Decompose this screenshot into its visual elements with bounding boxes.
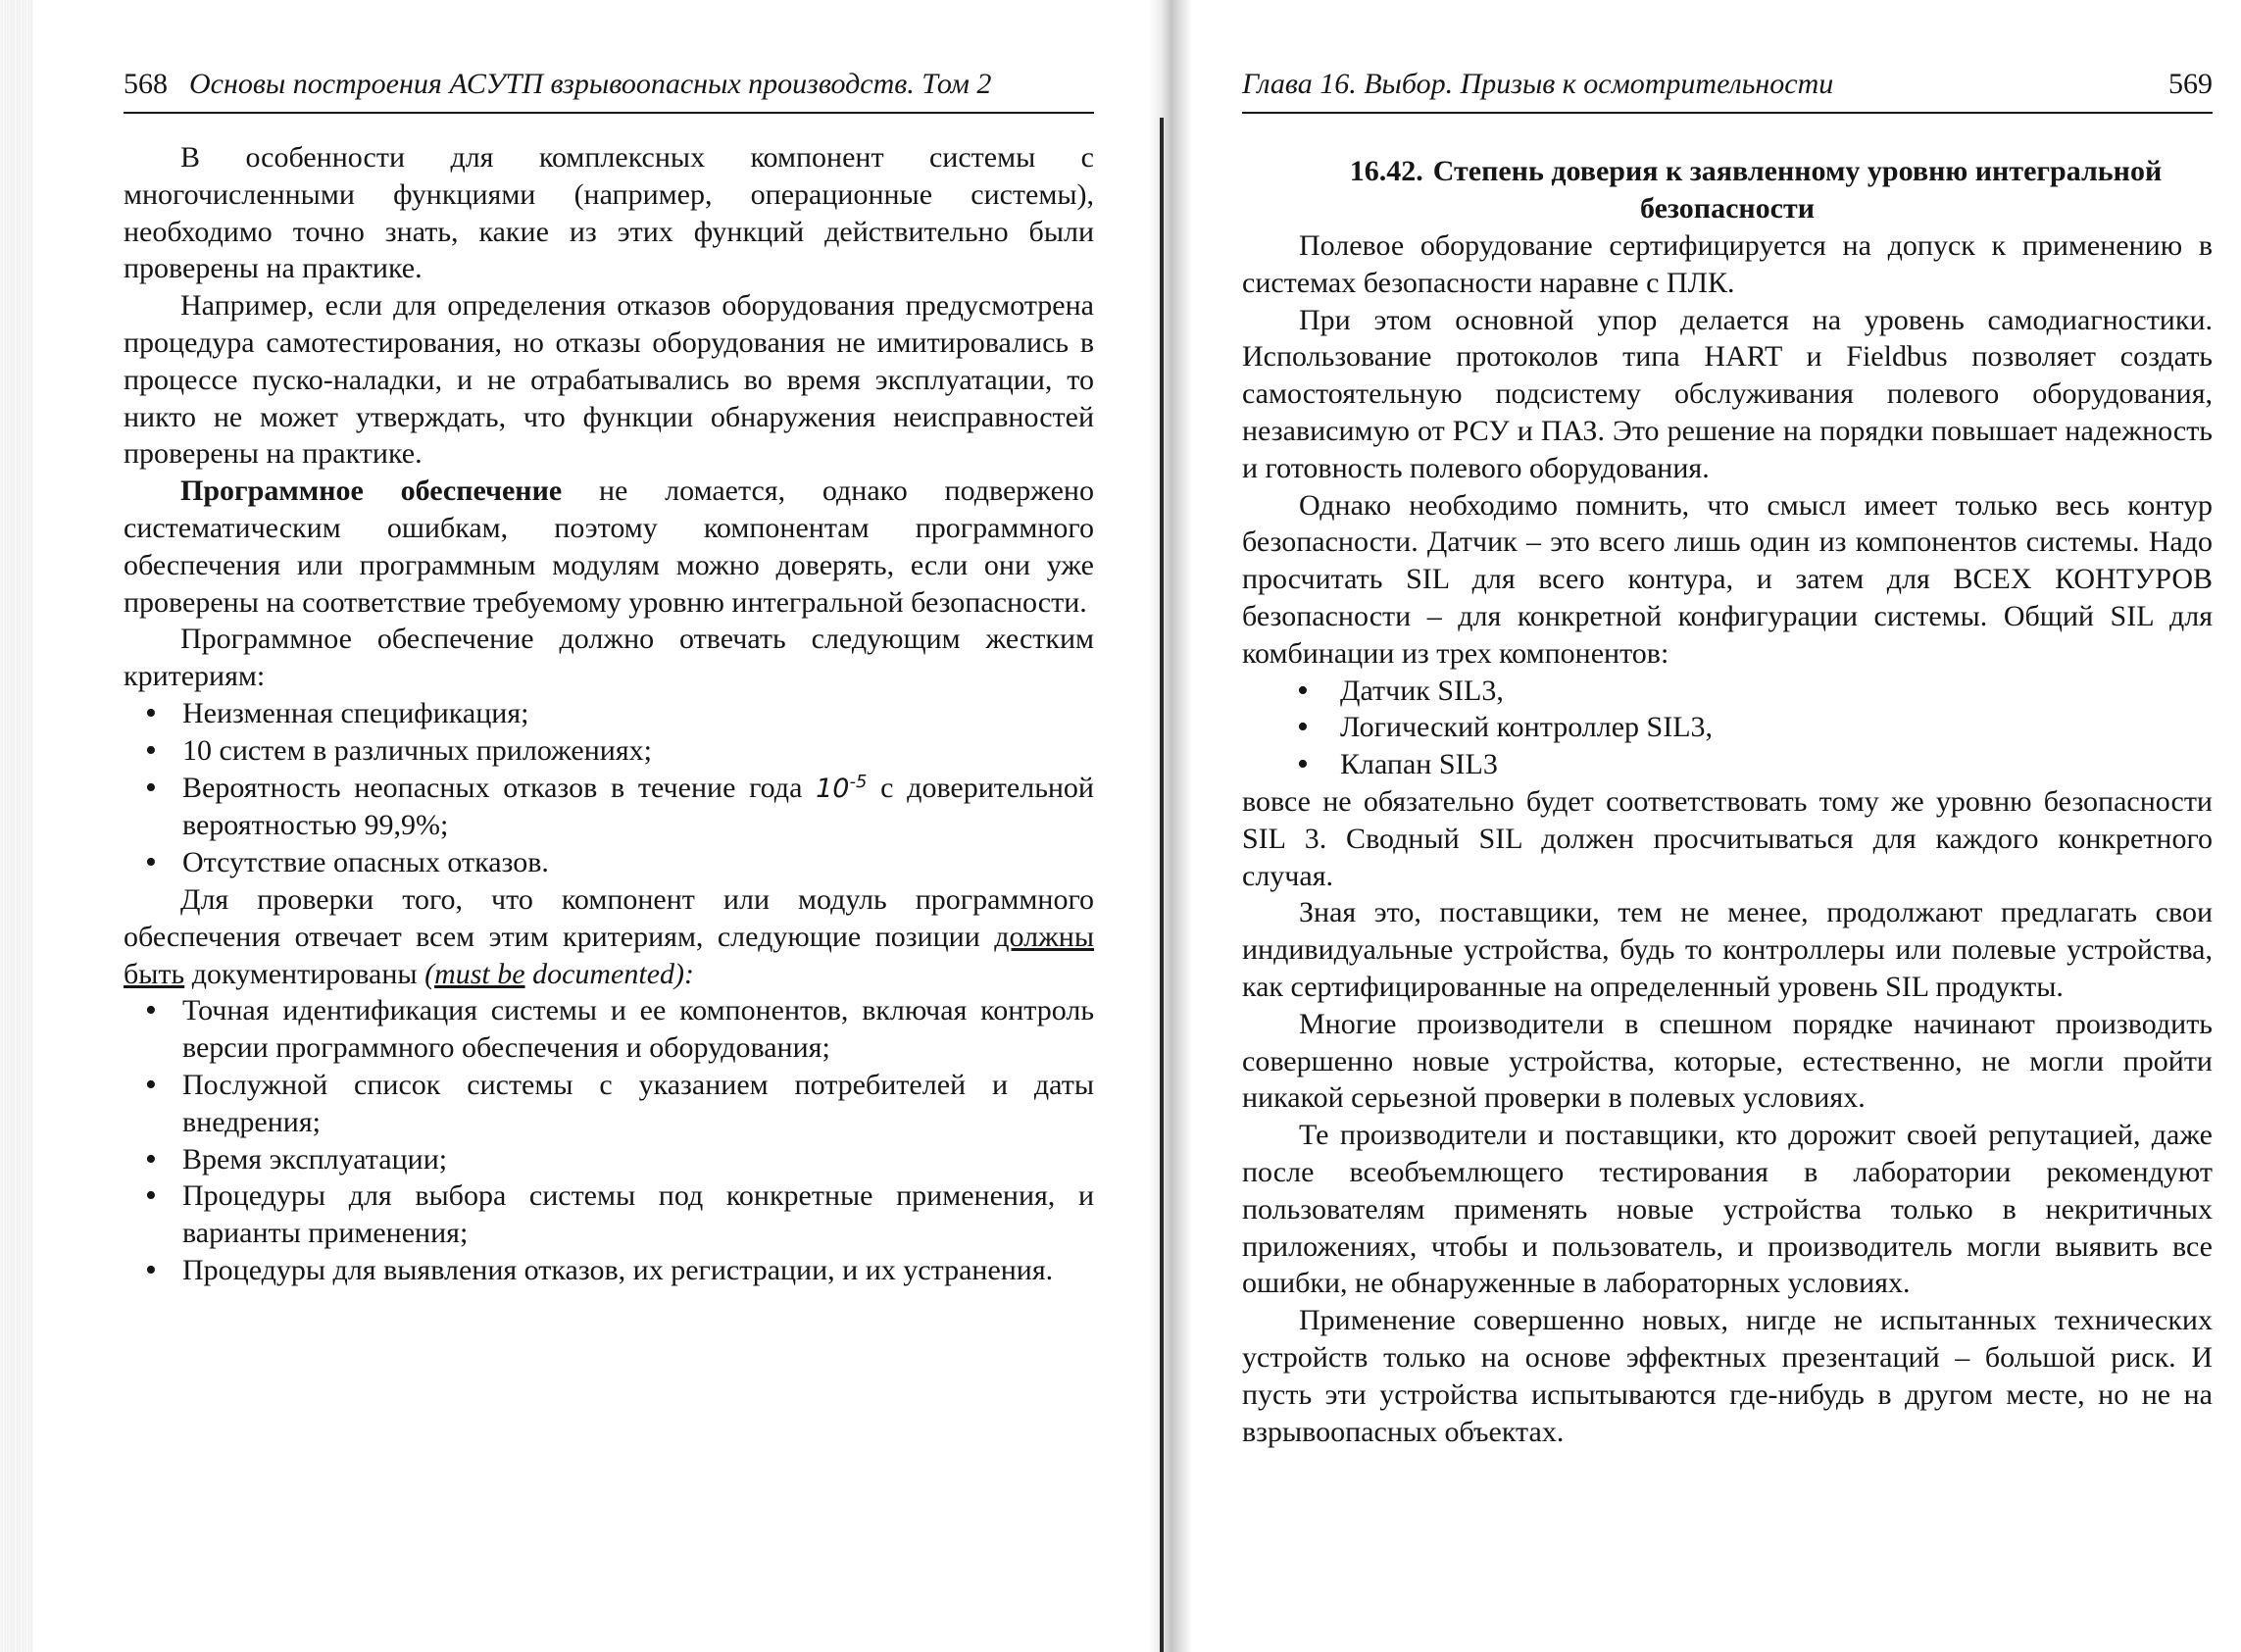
list-item: • Датчик SIL3, bbox=[1242, 673, 2213, 710]
left-paragraph-5-start: Для проверки того, что компонент или модуль программного обеспечения отвечает всем этим критериям, следующие позиции bbox=[124, 882, 1094, 953]
right-paragraph-2: При этом основной упор делается на уровень самодиагностики. Использование протоколов типа HART и Fieldbus позволяет создать самостоятельную подсистему обслуживания полевого оборудования, независимую от РСУ и ПАЗ. Это решение на порядки повышает надежность и готовность полевого оборудования. bbox=[1242, 303, 2213, 484]
criteria-item-3-end: с доверительной вероятностью 99,9%; bbox=[182, 771, 1094, 842]
right-paragraph-7: Те производители и поставщики, кто дорожит своей репутацией, даже после всеобъемлющего тестирования в лаборатории рекомендуют пользователям применять новые устройства только в некритичных приложениях, чтобы и пользователь, и производитель могли выявить все ошибки, не обнаруженные в лабораторных условиях. bbox=[1242, 1119, 2213, 1300]
left-header-rule bbox=[124, 112, 1094, 114]
left-paragraph-2: Например, если для определения отказов оборудования предусмотрена процедура самотестирования, но отказы оборудования не имитировались в процессе пуско-наладки, и не отрабатывались во время эксплуатации, то никто не может утверждать, что функции обнаружения неисправностей проверены на практике. bbox=[124, 289, 1094, 471]
list-item: • Процедуры для выбора системы под конкретные применения, и варианты применения; bbox=[124, 1177, 1094, 1252]
right-paragraph-8: Применение совершенно новых, нигде не испытанных технических устройств только на основе эффектных презентаций – большой риск. И пусть эти устройства испытываются где-нибудь в другом месте, но не на взрывоопасных объектах. bbox=[1242, 1304, 2213, 1448]
probability-value bbox=[816, 771, 868, 804]
probability-base: 10 bbox=[816, 773, 850, 804]
left-paragraph-1: В особенности для комплексных компонент системы с многочисленными функциями (например, операционные системы), необходимо точно знать, какие из этих функций действительно были проверены на практике. bbox=[124, 141, 1094, 285]
left-page-body bbox=[124, 139, 1094, 1289]
right-paragraph-5: Зная это, поставщики, тем не менее, продолжают предлагать свои индивидуальные устройства, будь то контроллеры или полевые устройства, как сертифицированные на определенный уровень SIL продукты. bbox=[1242, 896, 2213, 1003]
must-be-phrase: должны быть bbox=[124, 920, 1094, 990]
list-item: • 10 систем в различных приложениях; bbox=[124, 732, 1094, 770]
english-term bbox=[424, 958, 694, 990]
components-list bbox=[1242, 673, 2213, 783]
left-paragraph-4: Программное обеспечение должно отвечать следующим жестким критериям: bbox=[124, 623, 1094, 693]
software-term: Программное обеспечение bbox=[180, 475, 563, 508]
criteria-item-3-start: Вероятность неопасных отказов в течение года bbox=[182, 771, 817, 804]
probability-exponent: -5 bbox=[849, 771, 868, 792]
section-heading bbox=[1242, 153, 2213, 227]
left-paragraph-3 bbox=[124, 473, 1094, 621]
left-paragraph-5 bbox=[124, 881, 1094, 992]
right-paragraph-3: Однако необходимо помнить, что смысл имеет только весь контур безопасности. Датчик – это всего лишь один из компонентов системы. Надо просчитать SIL для всего контура, и затем для ВСЕХ КОНТУРОВ безопасности – для конкретной конфигурации системы. Общий SIL для комбинации из трех компонентов: bbox=[1242, 488, 2213, 670]
right-header-rule bbox=[1242, 112, 2213, 114]
list-item: • Неизменная спецификация; bbox=[124, 695, 1094, 732]
list-item bbox=[124, 770, 1094, 845]
right-paragraph-4: вовсе не обязательно будет соответствовать тому же уровню безопасности SIL 3. Сводный SIL должен просчитываться для каждого конкретного случая. bbox=[1242, 784, 2213, 892]
right-page-body bbox=[1242, 153, 2213, 1450]
list-item: • Логический контроллер SIL3, bbox=[1242, 709, 2213, 746]
section-number: 16.42. bbox=[1349, 155, 1423, 187]
left-running-head bbox=[124, 63, 1094, 106]
criteria-list bbox=[124, 695, 1094, 881]
left-paragraph-3-text: не ломается, однако подвержено систематическим ошибкам, поэтому компонентам программного обеспечения или программным модулям можно доверять, если они уже проверены на соответствие требуемому уровню интегральной безопасности. bbox=[124, 475, 1094, 619]
left-running-title: Основы построения АСУТП взрывоопасных производств. Том 2 bbox=[189, 68, 992, 100]
section-title: Степень доверия к заявленному уровню интегральной безопасности bbox=[1432, 155, 2163, 225]
right-paragraph-1: Полевое оборудование сертифицируется на допуск к применению в системах безопасности наравне с ПЛК. bbox=[1242, 229, 2213, 299]
documentation-list bbox=[124, 992, 1094, 1288]
english-term-open: ( bbox=[424, 957, 435, 990]
list-item: • Процедуры для выявления отказов, их регистрации, и их устранения. bbox=[124, 1252, 1094, 1289]
list-item: • Послужной список системы с указанием потребителей и даты внедрения; bbox=[124, 1067, 1094, 1141]
right-page-number: 569 bbox=[2168, 68, 2213, 100]
english-term-close: documented): bbox=[524, 957, 694, 990]
left-page-number: 568 bbox=[124, 68, 168, 100]
left-paragraph-5-mid: документированы bbox=[184, 957, 425, 990]
list-item: • Точная идентификация системы и ее компонентов, включая контроль версии программного обеспечения и оборудования; bbox=[124, 992, 1094, 1067]
list-item: • Клапан SIL3 bbox=[1242, 746, 2213, 783]
list-item: • Время эксплуатации; bbox=[124, 1141, 1094, 1178]
english-term-underlined: must be bbox=[434, 957, 525, 990]
right-running-title: Глава 16. Выбор. Призыв к осмотрительности bbox=[1242, 68, 1834, 100]
list-item: • Отсутствие опасных отказов. bbox=[124, 844, 1094, 881]
right-paragraph-6: Многие производители в спешном порядке начинают производить совершенно новые устройства, которые, естественно, не могли пройти никакой серьезной проверки в полевых условиях. bbox=[1242, 1007, 2213, 1115]
right-running-head bbox=[1242, 63, 2213, 106]
